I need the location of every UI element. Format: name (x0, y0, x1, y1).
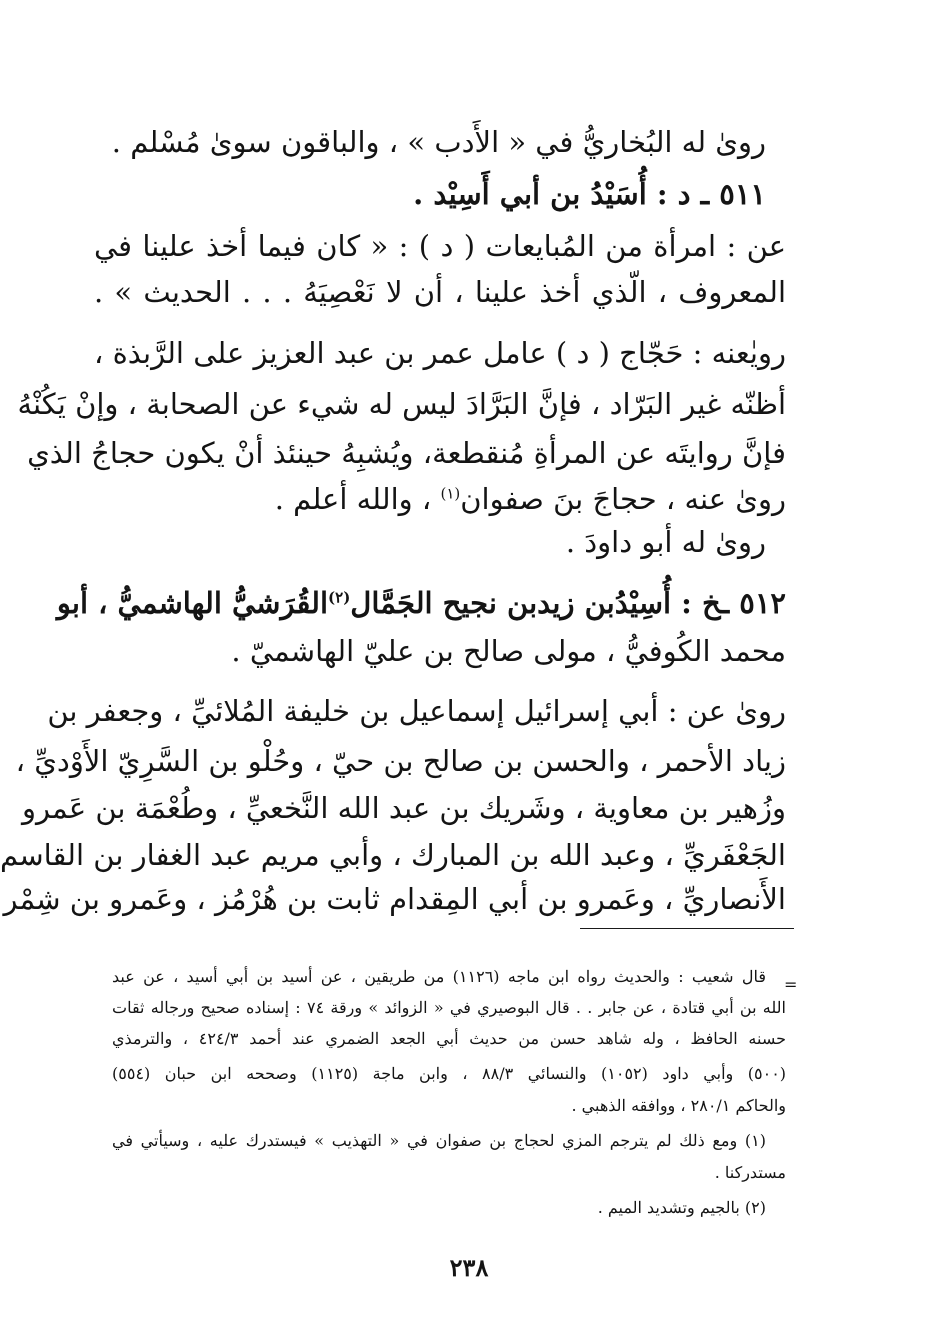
body-line-14: وزُهير بن معاوية ، وشَريك بن عبد الله النَّخعيِّ ، وطُعْمَة بن عَمرو (22, 791, 786, 825)
continuation-mark: = (784, 975, 798, 994)
body-line-16: الأَنصاريِّ ، وعَمرو بن أبي المِقدام ثابت بن هُرْمُز ، وعَمرو بن شِمْر (3, 882, 786, 916)
body-line-15: الجَعْفَريِّ ، وعبد الله بن المبارك ، وأبي مريم عبد الغفار بن القاسم (0, 838, 786, 872)
body-line-8: رویٰ عنه ، حجاجَ بنَ صفوان$^{(١)}$ ، والله أعلم . (274, 482, 786, 516)
footnote-1-cont: مستدركنا . (714, 1163, 786, 1182)
footnote-ref-1: (١) (440, 484, 461, 503)
footnote-line-2: الله بن أبي قتادة ، عن جابر . . قال البوصيري في « الزوائد » ورقة ٧٤ : إسناده صحيح ورجاله ثقات (112, 998, 787, 1017)
body-line-12: رویٰ عن : أبي إسرائيل إسماعيل بن خليفة المُلائيِّ ، وجعفر بن (47, 694, 786, 728)
entry-512-heading: ٥١٢ ـخ : أُسِيْدُبن زيدبن نجيح الجَمَّال$^{(٢)}$القُرَشيُّ الهاشميُّ ، أبو (56, 586, 786, 620)
body-line-7: فإنَّ روايتَه عن المرأةِ مُنقطعة، ويُشبِهُ حينئذ أنْ يكون حجاجُ الذي (27, 436, 786, 470)
body-line-3: عن : امرأة من المُبايعات ( د ) : « كان فيما أخذ علينا في (94, 229, 786, 263)
body-line-1: رویٰ له البُخاريُّ في « الأَدب » ، والباقون سوىٰ مُسْلم . (111, 125, 766, 159)
page-number: ٢٣٨ (449, 1253, 489, 1282)
entry-511-heading: ٥١١ ـ د : أُسَيْدُ بن أبي أَسِيْد . (413, 177, 766, 211)
body-line-9: رویٰ له أبو داودَ . (565, 525, 766, 559)
footnote-separator (580, 928, 794, 929)
footnote-1: (١) ومع ذلك لم يترجم المزي لحجاج بن صفوان في « التهذيب » فيستدرك عليه ، وسيأتي في (112, 1131, 766, 1150)
footnote-line-5: والحاكم ٢٨٠/١ ، ووافقه الذهبي . (571, 1096, 786, 1115)
footnote-line-1: قال شعيب : والحديث رواه ابن ماجه (١١٢٦) من طريقين ، عن أسيد بن أبي أسيد ، عن عبد (112, 967, 766, 986)
footnote-2: (٢) بالجيم وتشديد الميم . (597, 1198, 766, 1217)
body-line-13: زياد الأحمر ، والحسن بن صالح بن حيّ ، وحُلْو بن السَّرِيّ الأَوْديِّ ، (15, 744, 786, 778)
footnote-line-4: (٥٠٠) وأبي داود (١٠٥٢) والنسائي ٨٨/٣ ، وابن ماجة (١١٢٥) وصححه ابن حبان (٥٥٤) (112, 1064, 787, 1083)
body-line-5: رویٰعنه : حَجّاج ( د ) عامل عمر بن عبد العزيز على الرَّبذة ، (94, 336, 786, 370)
footnote-ref-2: (٢) (328, 588, 351, 607)
footnote-line-3: حسنه الحافظ ، وله شاهد حسن من حديث أبي الجعد الضمري عند أحمد ٤٢٤/٣ ، والترمذي (112, 1029, 787, 1048)
body-line-11: محمد الكُوفيُّ ، مولى صالح بن عليّ الهاشميّ . (231, 634, 786, 668)
body-line-6: أظنّه غير البَرّاد ، فإنَّ البَرَّادَ ليس له شيء عن الصحابة ، وإنْ يَكُنْهُ (17, 387, 786, 421)
body-line-4: المعروف ، الّذي أخذ علينا ، أن لا نَعْصِيَهُ . . . الحديث » . (94, 275, 786, 309)
